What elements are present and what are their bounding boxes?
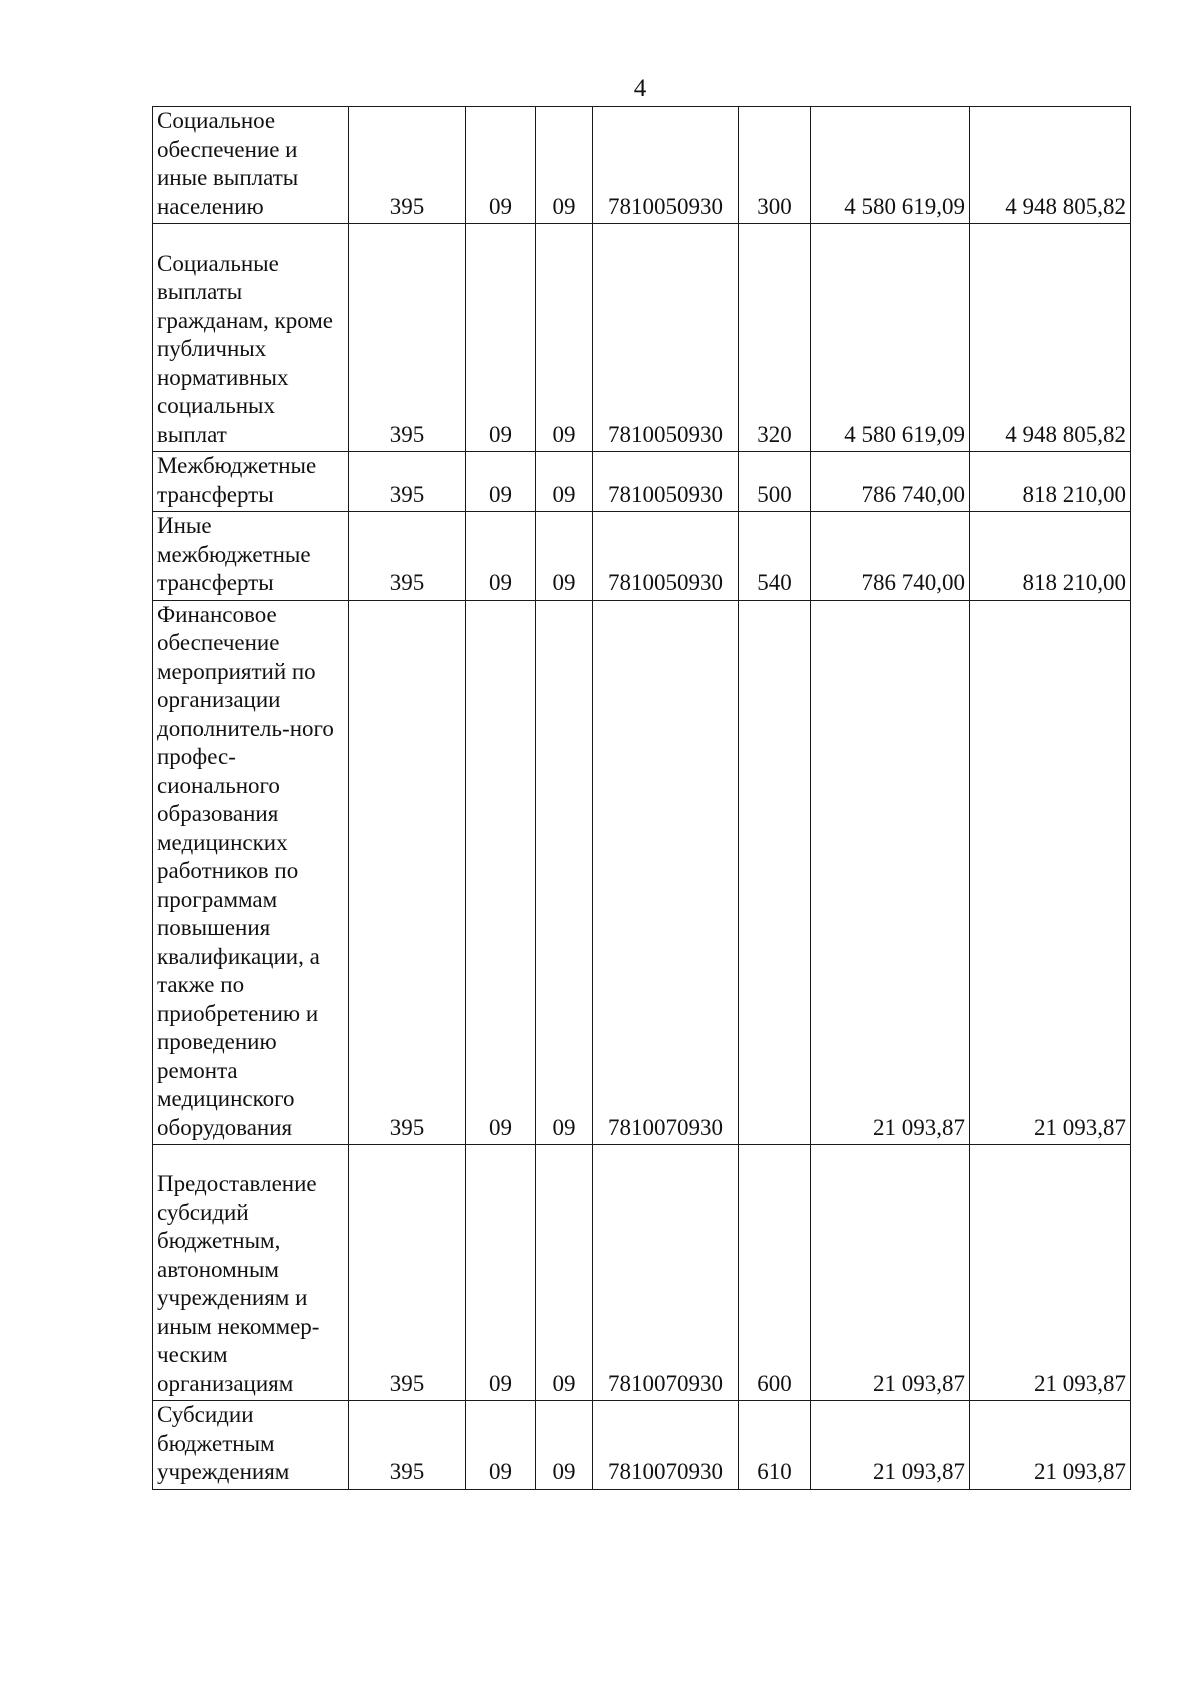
- table-row: [153, 512, 1131, 601]
- row-name-cell: Социальные выплаты гражданам, кроме публичных нормативных социальных выплат: [153, 224, 349, 452]
- target-article-cell: 7810050930: [593, 452, 739, 512]
- section-cell: 09: [466, 224, 536, 452]
- subsection-cell: 09: [536, 1145, 593, 1401]
- expense-type-cell: 320: [739, 224, 811, 452]
- row-name-cell: Предоставление субсидий бюджетным, автономным учреждениям и иным некоммер-ческим организациям: [153, 1145, 349, 1401]
- table-row: [153, 1145, 1131, 1401]
- sum-second-year-cell: 818 210,00: [970, 452, 1131, 512]
- expense-type-cell: 610: [739, 1401, 811, 1490]
- sum-first-year-cell: 21 093,87: [811, 600, 970, 1145]
- sum-second-year-cell: 4 948 805,82: [970, 224, 1131, 452]
- section-cell: 09: [466, 452, 536, 512]
- expense-type-cell: [739, 600, 811, 1145]
- sum-second-year-cell: 21 093,87: [970, 600, 1131, 1145]
- page-number: 4: [633, 75, 647, 102]
- row-name-cell: Субсидии бюджетным учреждениям: [153, 1401, 349, 1490]
- target-article-cell: 7810050930: [593, 224, 739, 452]
- target-article-cell: 7810070930: [593, 1401, 739, 1490]
- sum-first-year-cell: 21 093,87: [811, 1145, 970, 1401]
- subsection-cell: 09: [536, 107, 593, 224]
- admin-code-cell: 395: [349, 107, 466, 224]
- admin-code-cell: 395: [349, 600, 466, 1145]
- target-article-cell: 7810070930: [593, 1145, 739, 1401]
- target-article-cell: 7810070930: [593, 600, 739, 1145]
- table-row: [153, 600, 1131, 1145]
- section-cell: 09: [466, 107, 536, 224]
- sum-first-year-cell: 21 093,87: [811, 1401, 970, 1490]
- subsection-cell: 09: [536, 600, 593, 1145]
- subsection-cell: 09: [536, 1401, 593, 1490]
- budget-table: [152, 106, 1131, 1490]
- subsection-cell: 09: [536, 452, 593, 512]
- sum-first-year-cell: 4 580 619,09: [811, 224, 970, 452]
- row-name-cell: Финансовое обеспечение мероприятий по организации дополнитель-ного профес-сионального образования медицинских работников по программам повышения квалификации, а также по приобретению и проведению ремонта медицинского оборудования: [153, 600, 349, 1145]
- admin-code-cell: 395: [349, 1401, 466, 1490]
- expense-type-cell: 540: [739, 512, 811, 601]
- section-cell: 09: [466, 600, 536, 1145]
- table-row: [153, 1401, 1131, 1490]
- expense-type-cell: 300: [739, 107, 811, 224]
- target-article-cell: 7810050930: [593, 107, 739, 224]
- table-row: [153, 107, 1131, 224]
- subsection-cell: 09: [536, 512, 593, 601]
- sum-second-year-cell: 21 093,87: [970, 1145, 1131, 1401]
- row-name-cell: Социальное обеспечение и иные выплаты населению: [153, 107, 349, 224]
- admin-code-cell: 395: [349, 452, 466, 512]
- admin-code-cell: 395: [349, 1145, 466, 1401]
- table-row: [153, 452, 1131, 512]
- section-cell: 09: [466, 512, 536, 601]
- section-cell: 09: [466, 1145, 536, 1401]
- subsection-cell: 09: [536, 224, 593, 452]
- sum-second-year-cell: 818 210,00: [970, 512, 1131, 601]
- section-cell: 09: [466, 1401, 536, 1490]
- target-article-cell: 7810050930: [593, 512, 739, 601]
- admin-code-cell: 395: [349, 512, 466, 601]
- row-name-cell: Иные межбюджетные трансферты: [153, 512, 349, 601]
- sum-first-year-cell: 4 580 619,09: [811, 107, 970, 224]
- sum-second-year-cell: 4 948 805,82: [970, 107, 1131, 224]
- expense-type-cell: 500: [739, 452, 811, 512]
- table-row: [153, 224, 1131, 452]
- expense-type-cell: 600: [739, 1145, 811, 1401]
- admin-code-cell: 395: [349, 224, 466, 452]
- sum-second-year-cell: 21 093,87: [970, 1401, 1131, 1490]
- sum-first-year-cell: 786 740,00: [811, 452, 970, 512]
- sum-first-year-cell: 786 740,00: [811, 512, 970, 601]
- row-name-cell: Межбюджетные трансферты: [153, 452, 349, 512]
